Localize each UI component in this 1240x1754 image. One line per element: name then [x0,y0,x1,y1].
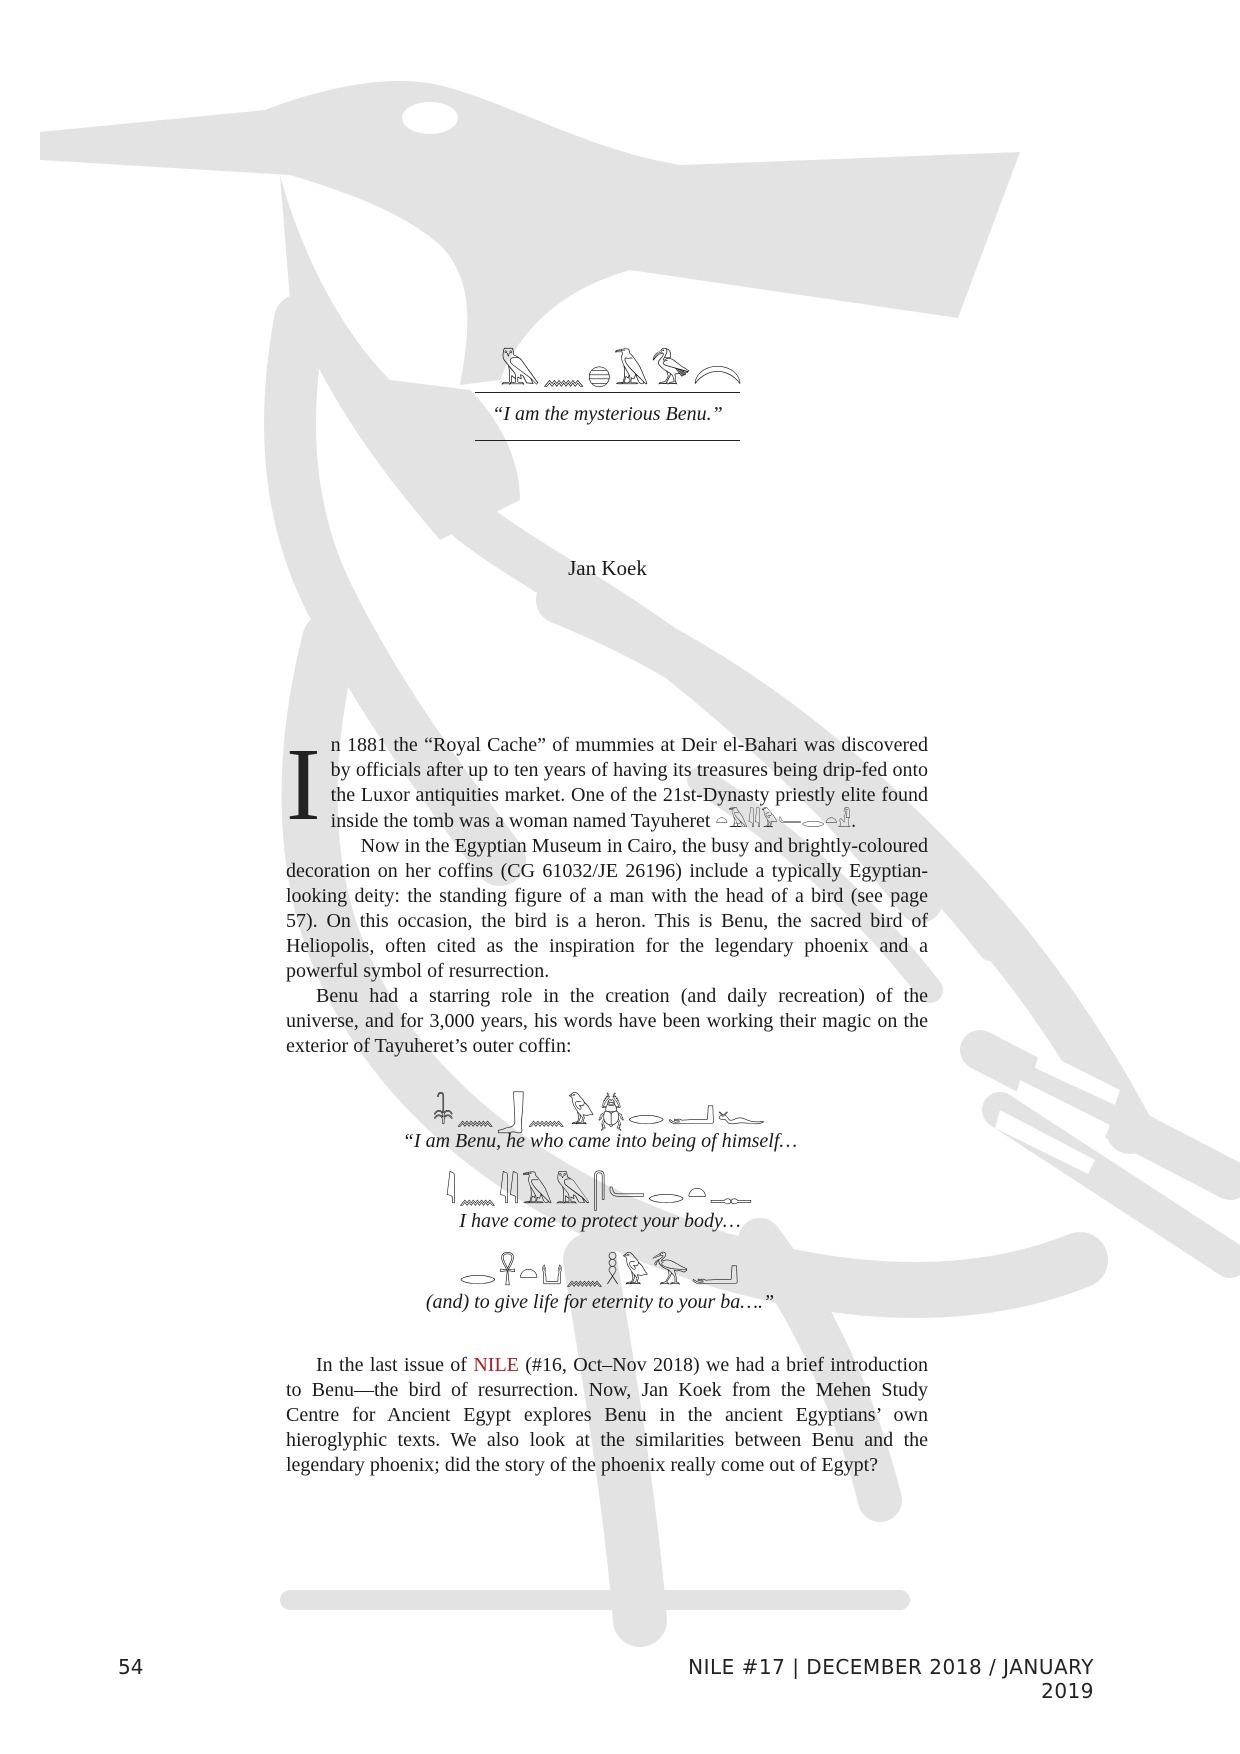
intro-paragraph-1 [286,727,928,842]
closing-section [286,1353,928,1478]
quote-line-2-text: I have come to protect your body… [459,1210,741,1232]
issue-info: NILE #17 | DECEMBER 2018 / JANUARY 2019 [688,1655,1094,1703]
quote-line-1-hieroglyphs [300,1083,900,1135]
quote-line-3-text: (and) to give life for eternity to your ba….” [425,1291,775,1313]
bottom-rule [475,440,740,441]
quote-line-1-glyphs: 𓇓𓈖𓃀𓈖𓅱𓆣𓂋𓂝𓆑 [432,1094,768,1132]
epigraph: “I am the mysterious Benu.” [492,403,723,425]
quote-line-3-glyphs: 𓂋𓋹𓏏𓂓𓈖𓎛𓅱𓅡𓂝 [458,1254,742,1292]
drop-cap: I [286,727,321,842]
quote-line-1-text: “I am Benu, he who came into being of himself… [402,1130,798,1152]
intro-paragraph-2: Now in the Egyptian Museum in Cairo, the busy and brightly-coloured decoration on her coffins (CG 61032/JE 26196) include a typically Egyptian-looking deity: the standing figure of a man with the head of a bird (see page 57). On this occasion, the bird is a heron. This is Benu, the sacred bird of Heliopolis, often cited as the inspiration for the legendary phoenix and a powerful symbol of resurrection. [286,835,928,982]
intro-section [286,727,928,1059]
quote-line-3-hieroglyphs [300,1243,900,1295]
closing-text-start: In the last issue of [316,1354,474,1376]
page-number: 54 [118,1655,144,1679]
nile-magazine-link[interactable]: NILE [473,1354,519,1376]
quote-line-2-hieroglyphs [300,1162,900,1214]
top-rule [475,392,740,393]
quote-line-2-glyphs: 𓇋𓈖𓇌𓄿𓅓𓋴𓄑𓂋𓏏𓊃 [445,1173,755,1211]
intro-paragraph-3: Benu had a starring role in the creation (and daily recreation) of the universe, and for 3,000 years, his words have been working their magic on the exterior of Tayuheret’s outer coffin: [286,985,928,1057]
tayuheret-glyphs: 𓏏𓄿𓇌𓅱𓄑𓂋𓏏𓁐 [715,808,852,832]
title-hieroglyphs: 𓅓𓈖𓐍𓄿𓅜𓇹 [499,352,745,393]
intro-paragraph-1-end: . [851,810,857,832]
closing-paragraph [286,1353,928,1478]
closing-text-rest: (#16, Oct–Nov 2018) we had a brief introduction to Benu—the bird of resurrection. Now, Jan Koek from the Mehen Study Centre for Ancient Egypt explores Benu in the ancient Egyptians’ own hieroglyphic texts. We also look at the similarities between Benu and the legendary phoenix; did the story of the phoenix really come out of Egypt? [286,1354,929,1476]
author-name: Jan Koek [568,556,647,580]
intro-paragraph-1-text: n 1881 the “Royal Cache” of mummies at Deir el-Bahari was discovered by officials after up to ten years of having its treasures being drip-fed onto the Luxor antiquities market. One of the 21st-Dynasty priestly elite found inside the tomb was a woman named Tayuheret [330,734,928,832]
